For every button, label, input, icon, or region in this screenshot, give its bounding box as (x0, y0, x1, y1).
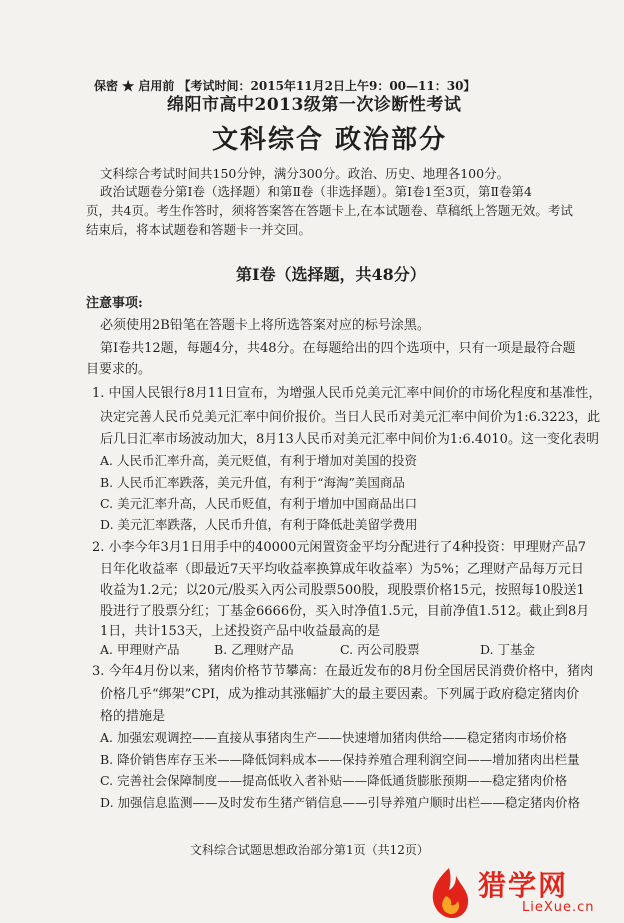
liexue-watermark-logo (420, 862, 624, 923)
question-1-option-c: C. 美元汇率升高，人民币贬值，有利于增加中国商品出口 (100, 496, 418, 511)
question-2-option-d: D. 丁基金 (480, 642, 536, 657)
page-footer: 文科综合试题思想政治部分第1页（共12页） (190, 843, 429, 857)
intro-line: 政治试题卷分第Ⅰ卷（选择题）和第Ⅱ卷（非选择题）。第Ⅰ卷1至3页，第Ⅱ卷第4 (100, 184, 532, 199)
brand-name: 猎学网 (478, 869, 569, 902)
question-3-stem: 价格几乎“绑架”CPI，成为推动其涨幅扩大的最主要因素。下列属于政府稳定猪肉价 (100, 687, 580, 702)
question-3-option-d: D. 加强信息监测——及时发布生猪产销信息——引导养殖户顺时出栏——稳定猪肉价格 (100, 795, 581, 810)
notice-line: 第Ⅰ卷共12题，每题4分，共48分。在每题给出的四个选项中，只有一项是最符合题 (100, 341, 576, 356)
question-1-stem: 决定完善人民币兑美元汇率中间价报价。当日人民币对美元汇率中间价为1:6.3223，此 (100, 410, 601, 425)
question-2-stem: 股进行了股票分红；丁基金6666份，买入时净值1.5元，目前净值1.512。截止到8月 (100, 604, 590, 619)
question-2-options (100, 640, 560, 656)
question-2-stem: 2. 小李今年3月1日用手中的40000元闲置资金平均分配进行了4种投资：甲理财产品7 (92, 540, 586, 555)
question-2-option-b: B. 乙理财产品 (214, 642, 294, 657)
confidential-exam-time: 保密 ★ 启用前 【考试时间：2015年11月2日上午9：00—11：30】 (94, 79, 476, 93)
subject-title: 文科综合 政治部分 (212, 125, 448, 155)
question-3-option-b: B. 降价销售库存玉米——降低饲料成本——保持养殖合理利润空间——增加猪肉出栏量 (100, 752, 580, 767)
question-1-option-d: D. 美元汇率跌落，人民币升值，有利于降低赴美留学费用 (100, 517, 418, 532)
intro-line: 页，共4页。考生作答时，须将答案答在答题卡上,在本试题卷、草稿纸上答题无效。考试 (86, 203, 573, 218)
question-1-stem: 1. 中国人民银行8月11日宣布，为增强人民币兑美元汇率中间价的市场化程度和基准性， (92, 386, 602, 401)
question-1-option-b: B. 人民币汇率跌落，美元升值，有利于“海淘”美国商品 (100, 475, 405, 490)
question-1-stem: 后几日汇率市场波动加大，8月13人民币对美元汇率中间价为1:6.4010。这一变化表明 (100, 432, 599, 447)
question-3-stem: 格的措施是 (100, 709, 166, 724)
intro-line: 文科综合考试时间共150分钟，满分300分。政治、历史、地理各100分。 (100, 166, 510, 181)
question-2-stem: 1日，共计153天，上述投资产品中收益最高的是 (100, 624, 381, 639)
question-3-stem: 3. 今年4月份以来，猪肉价格节节攀高：在最近发布的8月份全国居民消费价格中，猪肉 (92, 664, 594, 679)
question-2-stem: 日年化收益率（即最近7天平均收益率换算成年收益率）为5%；乙理财产品每万元日 (100, 562, 584, 577)
question-3-option-a: A. 加强宏观调控——直接从事猪肉生产——快速增加猪肉供给——稳定猪肉市场价格 (100, 730, 567, 745)
question-2-option-c: C. 丙公司股票 (340, 642, 420, 657)
flame-icon (426, 866, 472, 920)
question-3-option-c: C. 完善社会保障制度——提高低收入者补贴——降低通货膨胀预期——稳定猪肉价格 (100, 773, 568, 788)
notice-heading: 注意事项: (86, 296, 143, 311)
question-2-stem: 收益为1.2元；以20元/股买入丙公司股票500股，现股票价格15元，按照每10股送1 (100, 583, 585, 598)
exam-title: 绵阳市高中2013级第一次诊断性考试 (167, 95, 462, 115)
question-1-option-a: A. 人民币汇率升高，美元贬值，有利于增加对美国的投资 (100, 453, 417, 468)
question-2-option-a: A. 甲理财产品 (100, 642, 180, 657)
notice-line: 必须使用2B铅笔在答题卡上将所选答案对应的标号涂黑。 (100, 318, 430, 333)
intro-line: 结束后，将本试题卷和答题卡一并交回。 (86, 222, 312, 237)
notice-line: 目要求的。 (86, 362, 152, 377)
brand-url: LieXue.cn (522, 900, 595, 915)
section-heading: 第Ⅰ卷（选择题，共48分） (236, 265, 426, 284)
